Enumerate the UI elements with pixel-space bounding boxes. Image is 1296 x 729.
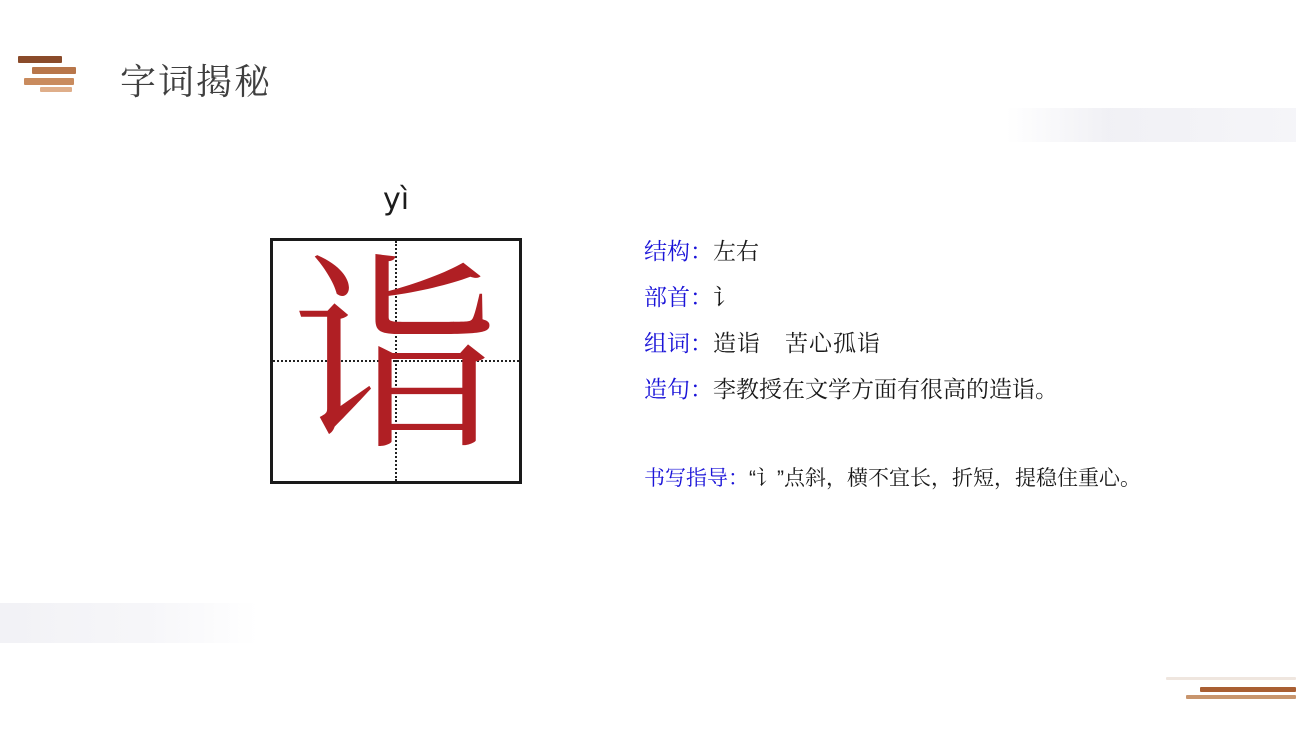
info-row-words	[644, 320, 1244, 366]
tianzige-grid	[270, 235, 522, 484]
character-info-list	[644, 228, 1244, 412]
writing-guidance-text: “讠”点斜，横不宜长，折短，提稳住重心。	[749, 467, 1141, 490]
info-value-radical: 讠	[713, 284, 736, 310]
info-label-sentence: 造句：	[644, 376, 713, 402]
info-value-sentence: 李教授在文学方面有很高的造诣。	[713, 376, 1058, 402]
character-panel	[268, 180, 524, 484]
info-value-structure: 左右	[713, 238, 759, 264]
decorative-wash-top-right	[1006, 108, 1296, 142]
slide-header	[0, 0, 1296, 140]
info-value-words: 造诣 苦心孤诣	[713, 330, 881, 356]
character-glyph: 诣	[290, 235, 501, 480]
decorative-wash-bottom-left	[0, 603, 258, 643]
writing-guidance	[644, 462, 1156, 496]
info-label-structure: 结构：	[644, 238, 713, 264]
writing-guidance-label: 书写指导：	[644, 467, 749, 490]
pinyin-text: yì	[382, 182, 410, 217]
info-label-radical: 部首：	[644, 284, 713, 310]
stacked-bars-icon	[18, 56, 76, 92]
info-row-radical	[644, 274, 1244, 320]
info-label-words: 组词：	[644, 330, 713, 356]
page-title: 字词揭秘	[120, 61, 273, 102]
info-row-structure	[644, 228, 1244, 274]
footer-decoration	[1160, 677, 1296, 701]
info-row-sentence	[644, 366, 1244, 412]
